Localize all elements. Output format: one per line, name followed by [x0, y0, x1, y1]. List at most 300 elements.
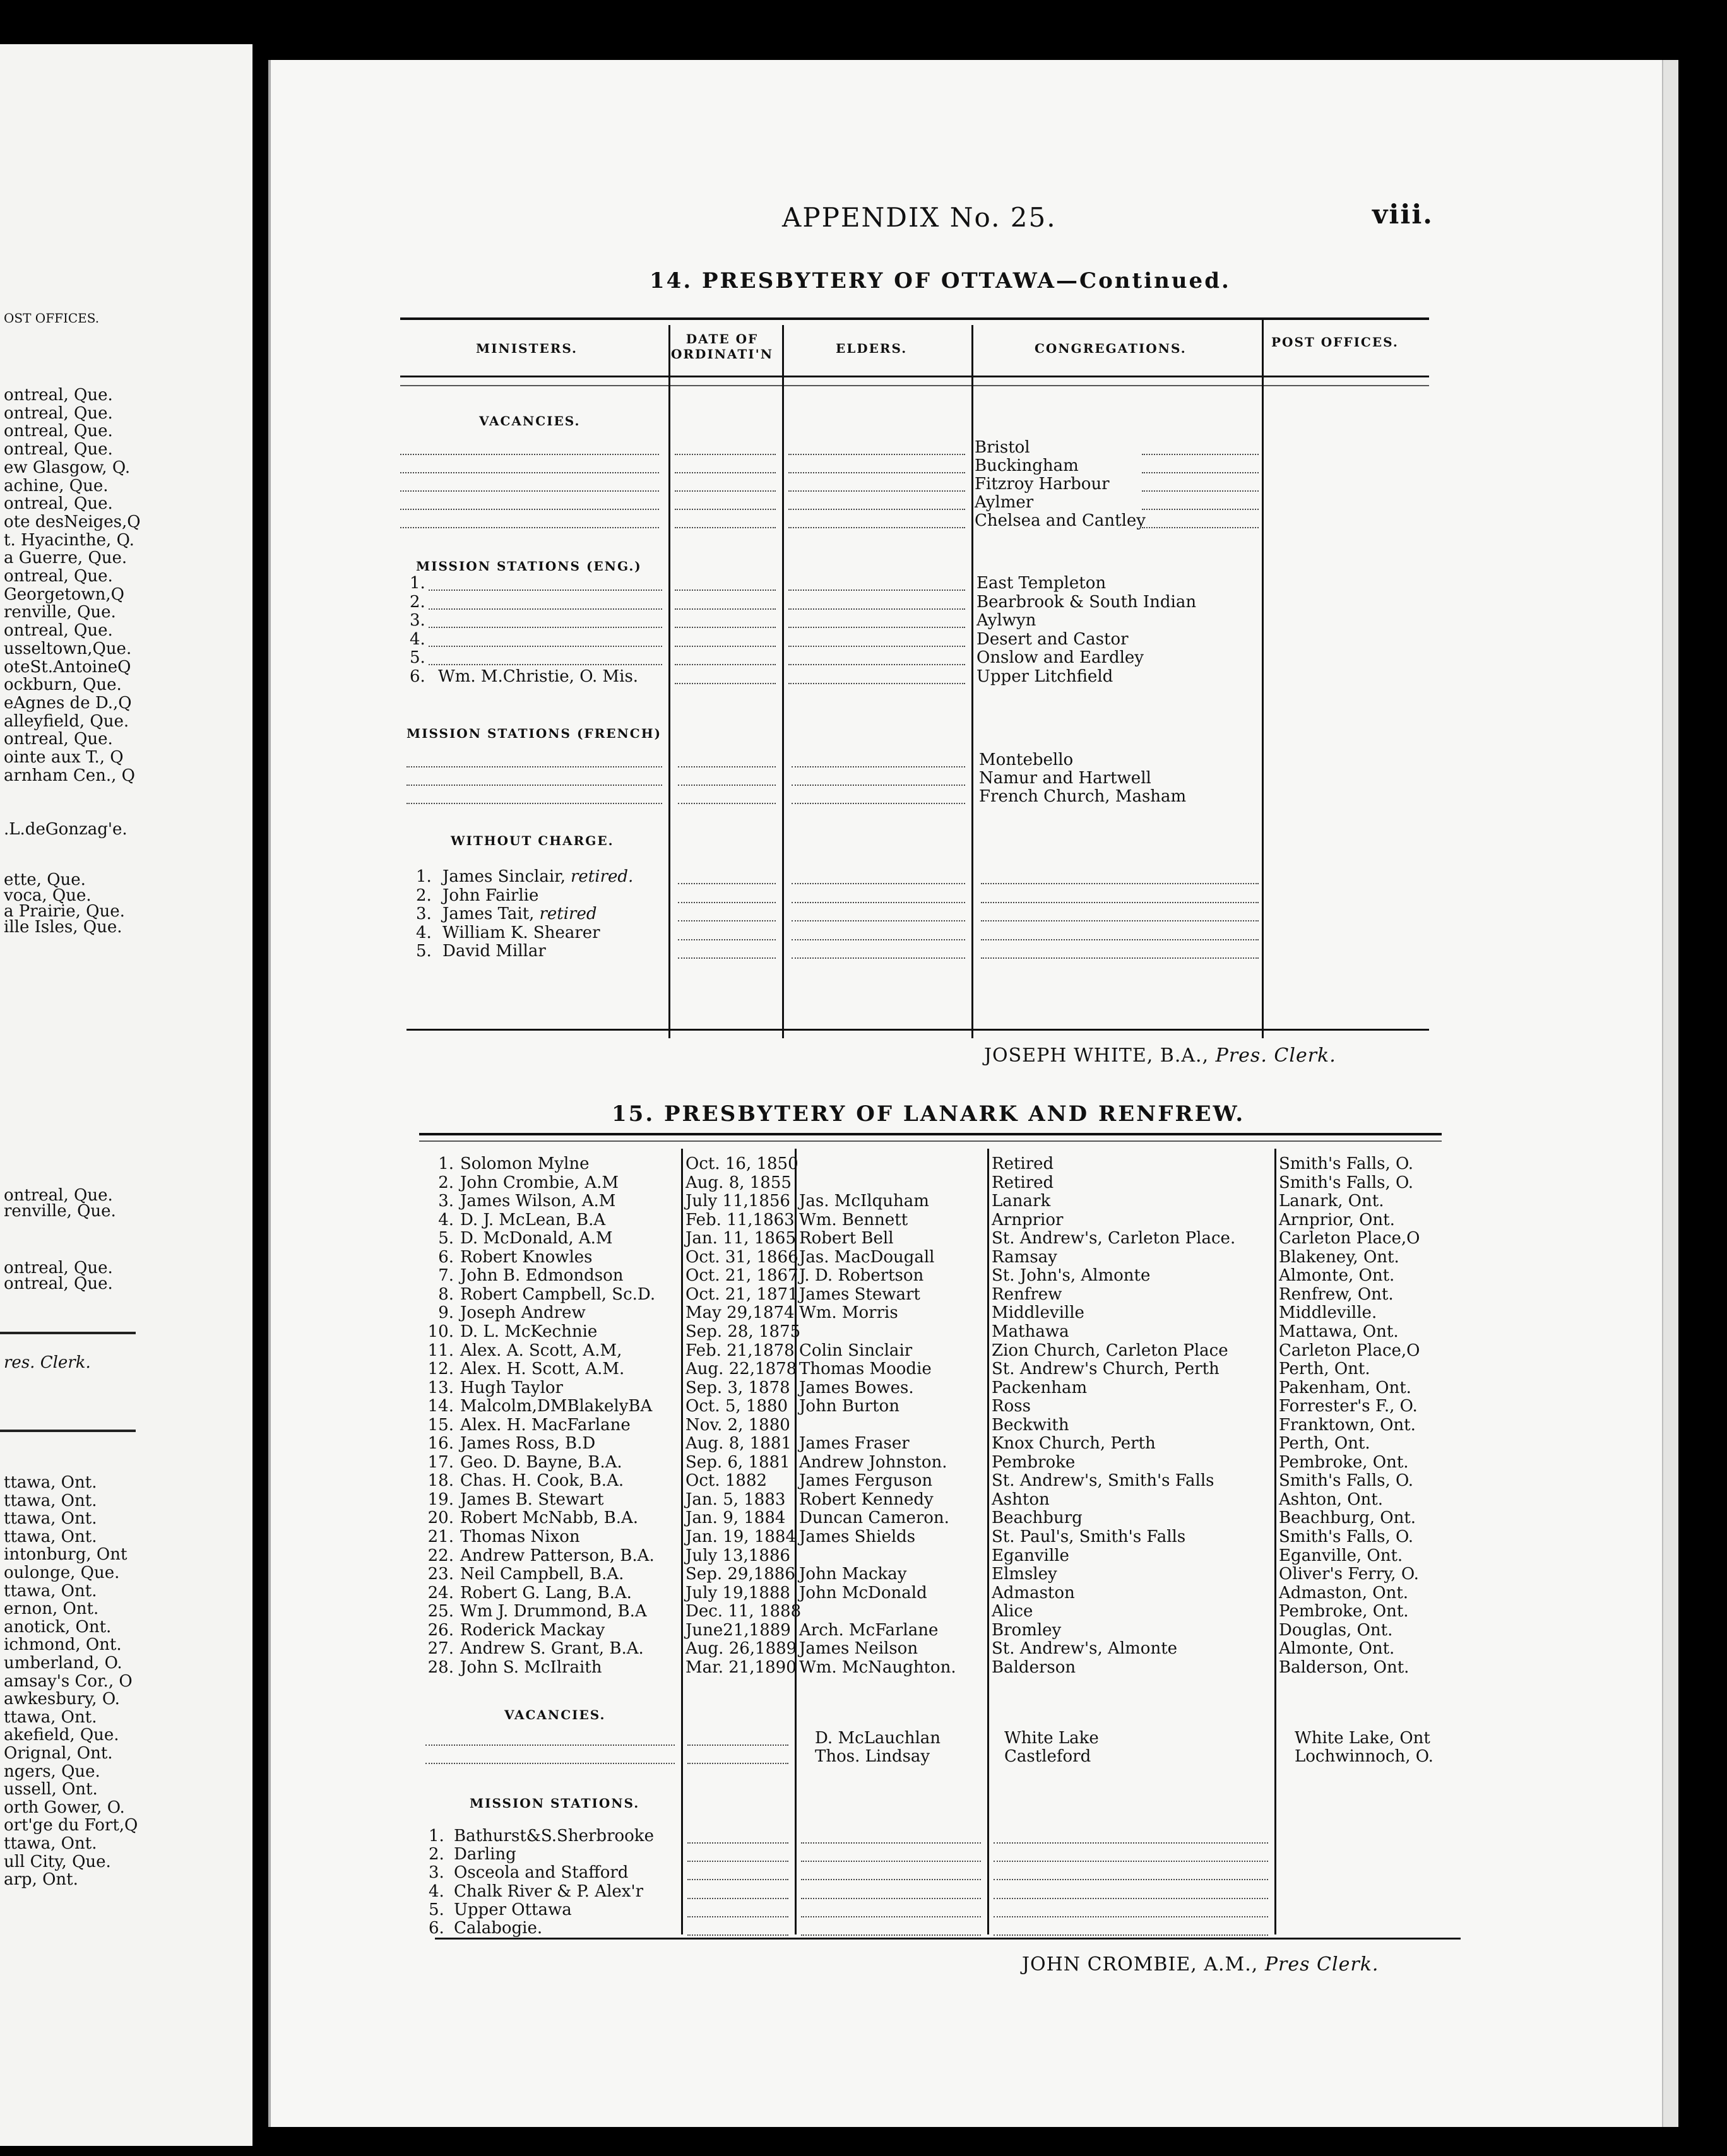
- leader-dots: [400, 490, 659, 492]
- congregation: Elmsley: [992, 1565, 1057, 1584]
- left-page-line: ontreal, Que.: [4, 621, 113, 641]
- leader-dots: [675, 664, 776, 665]
- mission-name: Upper Ottawa: [454, 1900, 572, 1919]
- leader-dots: [788, 608, 965, 610]
- ottawa-fr-congregation: Montebello: [979, 750, 1074, 769]
- minister-number: 16.: [427, 1434, 454, 1454]
- post-office: Smith's Falls, O.: [1279, 1154, 1414, 1173]
- leader-dots: [687, 1763, 788, 1764]
- without-name: James Sinclair,: [442, 867, 566, 886]
- elder-name: John Mackay: [799, 1565, 907, 1584]
- leader-dots: [981, 957, 1259, 959]
- post-office: Pembroke, Ont.: [1279, 1452, 1409, 1472]
- without-name: James Tait,: [442, 904, 535, 923]
- leader-dots: [981, 883, 1259, 884]
- ottawa-clerk-name: JOSEPH WHITE, B.A.,: [984, 1045, 1209, 1067]
- leader-dots: [792, 920, 965, 921]
- mission-name: Darling: [454, 1845, 516, 1864]
- ottawa-bottom-rule: [407, 1029, 1429, 1031]
- mission-number: 1.: [429, 1827, 444, 1845]
- elder-name: Robert Kennedy: [799, 1490, 934, 1509]
- left-page-line: achine, Que.: [4, 476, 109, 495]
- leader-dots: [788, 646, 965, 647]
- post-office: Perth, Ont.: [1279, 1434, 1370, 1454]
- leader-dots: [429, 608, 662, 610]
- left-page-line: ttawa, Ont.: [4, 1834, 97, 1853]
- leader-dots: [678, 939, 776, 940]
- congregation: Packenham: [992, 1378, 1088, 1397]
- leader-dots: [675, 490, 776, 492]
- ottawa-vacancy-congregation: Buckingham: [975, 456, 1079, 475]
- elder-name: James Stewart: [799, 1284, 920, 1304]
- minister-number: 21.: [427, 1527, 454, 1546]
- leader-dots: [425, 1763, 675, 1764]
- ordination-date: Jan. 19, 1884: [685, 1527, 796, 1546]
- congregation: Ramsay: [992, 1247, 1057, 1267]
- lanark-vline-1: [681, 1149, 683, 1934]
- ottawa-eng-number: 2.: [410, 592, 425, 612]
- minister-number: 1.: [438, 1154, 454, 1173]
- minister-name: D. L. McKechnie: [460, 1322, 598, 1341]
- post-office: Lanark, Ont.: [1279, 1192, 1384, 1211]
- ottawa-col-date: DATE OF ORDINATI'N: [670, 331, 774, 362]
- leader-dots: [788, 509, 965, 510]
- appendix-header: APPENDIX No. 25.: [782, 202, 1057, 233]
- ottawa-top-rule: [400, 317, 1429, 320]
- ordination-date: Dec. 11, 1888: [685, 1602, 802, 1621]
- minister-name: James B. Stewart: [460, 1490, 604, 1509]
- left-page-line: umberland, O.: [4, 1654, 122, 1673]
- minister-number: 5.: [438, 1229, 454, 1248]
- post-office: Arnprior, Ont.: [1279, 1210, 1395, 1229]
- leader-dots: [687, 1842, 788, 1844]
- left-page-line: ette, Que.: [4, 870, 86, 889]
- post-office: Forrester's F., O.: [1279, 1397, 1418, 1416]
- congregation: Retired: [992, 1173, 1054, 1192]
- left-page-line: ille Isles, Que.: [4, 918, 122, 937]
- leader-dots: [788, 490, 965, 492]
- leader-dots: [792, 883, 965, 884]
- ordination-date: Oct. 16, 1850: [685, 1154, 798, 1173]
- leader-dots: [788, 589, 965, 591]
- congregation: St. Andrew's, Carleton Place.: [992, 1229, 1236, 1248]
- page-number: viii.: [1372, 199, 1433, 230]
- ottawa-eng-minister: Wm. M.Christie, O. Mis.: [438, 666, 639, 686]
- congregation: Renfrew: [992, 1284, 1062, 1304]
- congregation: Alice: [992, 1602, 1033, 1621]
- left-page-line: OST OFFICES.: [4, 311, 100, 326]
- ordination-date: May 29,1874: [685, 1303, 795, 1323]
- mission-number: 6.: [429, 1919, 444, 1938]
- ottawa-head-rule: [400, 376, 1429, 377]
- congregation: Knox Church, Perth: [992, 1434, 1156, 1454]
- without-number: 5.: [416, 942, 432, 961]
- ottawa-title: 14. PRESBYTERY OF OTTAWA—Continued.: [650, 268, 1231, 293]
- leader-dots: [792, 803, 965, 804]
- ordination-date: Sep. 3, 1878: [685, 1378, 790, 1397]
- post-office: Pakenham, Ont.: [1279, 1378, 1411, 1397]
- left-page-line: a Guerre, Que.: [4, 548, 128, 568]
- post-office: Carleton Place,O: [1279, 1341, 1420, 1360]
- ordination-date: July 13,1886: [685, 1546, 790, 1565]
- congregation: Balderson: [992, 1657, 1076, 1677]
- congregation: St. Andrew's, Smith's Falls: [992, 1471, 1214, 1491]
- minister-name: John Crombie, A.M: [460, 1173, 619, 1192]
- without-minister: [442, 868, 633, 886]
- ordination-date: Sep. 28, 1875: [685, 1322, 801, 1341]
- leader-dots: [678, 883, 776, 884]
- leader-dots: [407, 785, 662, 786]
- left-page-line: ontreal, Que.: [4, 403, 113, 423]
- left-page-line: ttawa, Ont.: [4, 1491, 97, 1510]
- congregation: Bromley: [992, 1620, 1062, 1640]
- leader-dots: [788, 627, 965, 628]
- page-edge: [1662, 60, 1678, 2127]
- minister-name: Geo. D. Bayne, B.A.: [460, 1452, 622, 1472]
- minister-name: D. J. McLean, B.A: [460, 1210, 606, 1229]
- minister-number: 3.: [438, 1192, 454, 1211]
- elder-name: James Ferguson: [799, 1471, 933, 1491]
- left-page-line: .L.deGonzag'e.: [4, 820, 128, 839]
- lanark-bottom-rule: [435, 1938, 1461, 1940]
- lanark-clerk-name: JOHN CROMBIE, A.M.,: [1022, 1953, 1259, 1975]
- leader-dots: [801, 1916, 981, 1917]
- ottawa-mission-fr-label: MISSION STATIONS (FRENCH): [407, 726, 662, 741]
- ottawa-eng-congregation: Desert and Castor: [976, 629, 1129, 649]
- lanark-vacancies-label: VACANCIES.: [504, 1707, 606, 1722]
- ottawa-vacancy-congregation: Chelsea and Cantley: [975, 511, 1146, 530]
- ottawa-fr-congregation: French Church, Masham: [979, 787, 1187, 806]
- leader-dots: [801, 1934, 981, 1936]
- congregation: St. John's, Almonte: [992, 1266, 1151, 1286]
- left-page-line: ernon, Ont.: [4, 1599, 99, 1619]
- ottawa-vline-1: [668, 325, 670, 1038]
- minister-number: 17.: [427, 1452, 454, 1472]
- ordination-date: Feb. 21,1878: [685, 1341, 795, 1360]
- leader-dots: [429, 589, 662, 591]
- ordination-date: Sep. 6, 1881: [685, 1452, 790, 1472]
- left-page-line: ttawa, Ont.: [4, 1707, 97, 1727]
- without-number: 3.: [416, 904, 432, 923]
- ottawa-eng-number: 5.: [410, 648, 425, 667]
- without-number: 2.: [416, 886, 432, 905]
- left-page-fragment: [0, 44, 252, 2146]
- ottawa-eng-number: 1.: [410, 574, 425, 593]
- left-page-line: arnham Cen., Q: [4, 766, 135, 785]
- left-page-line: ontreal, Que.: [4, 1259, 113, 1277]
- post-office: Ashton, Ont.: [1279, 1490, 1384, 1509]
- leader-dots: [788, 527, 965, 528]
- leader-dots: [788, 683, 965, 684]
- leader-dots: [788, 454, 965, 455]
- ordination-date: Nov. 2, 1880: [685, 1415, 790, 1435]
- leader-dots: [1142, 472, 1259, 473]
- minister-number: 22.: [427, 1546, 454, 1565]
- minister-number: 14.: [427, 1397, 454, 1416]
- minister-name: Alex. H. MacFarlane: [460, 1415, 631, 1435]
- ottawa-eng-congregation: East Templeton: [976, 574, 1107, 593]
- left-page-line: usseltown,Que.: [4, 639, 132, 658]
- leader-dots: [792, 785, 965, 786]
- leader-dots: [687, 1879, 788, 1880]
- left-page-line: renville, Que.: [4, 603, 116, 622]
- minister-number: 25.: [427, 1602, 454, 1621]
- leader-dots: [1142, 454, 1259, 455]
- left-page-line: ussell, Ont.: [4, 1780, 98, 1799]
- ottawa-clerk-title: Pres. Clerk.: [1215, 1045, 1336, 1067]
- post-office: Eganville, Ont.: [1279, 1546, 1403, 1565]
- leader-dots: [675, 509, 776, 510]
- mission-name: Bathurst&S.Sherbrooke: [454, 1827, 654, 1845]
- elder-name: Robert Bell: [799, 1229, 894, 1248]
- minister-name: Neil Campbell, B.A.: [460, 1565, 624, 1584]
- post-office: Franktown, Ont.: [1279, 1415, 1416, 1435]
- minister-name: John S. McIlraith: [460, 1657, 602, 1677]
- left-page-line: anotick, Ont.: [4, 1617, 112, 1637]
- left-page-line: ontreal, Que.: [4, 1274, 113, 1293]
- ordination-date: Sep. 29,1886: [685, 1565, 795, 1584]
- leader-dots: [400, 472, 659, 473]
- leader-dots: [429, 646, 662, 647]
- left-page-line: a Prairie, Que.: [4, 902, 125, 921]
- congregation: St. Andrew's, Almonte: [992, 1639, 1178, 1659]
- ottawa-eng-congregation: Bearbrook & South Indian: [976, 592, 1197, 612]
- congregation: Admaston: [992, 1583, 1075, 1602]
- left-page-line: ockburn, Que.: [4, 675, 122, 695]
- ordination-date: Jan. 9, 1884: [685, 1508, 786, 1528]
- left-page-line: ort'ge du Fort,Q: [4, 1816, 138, 1835]
- ottawa-vline-4: [1262, 319, 1264, 1038]
- minister-name: Joseph Andrew: [460, 1303, 586, 1323]
- minister-name: Andrew S. Grant, B.A.: [460, 1639, 644, 1659]
- left-page-line: ontreal, Que.: [4, 440, 113, 459]
- without-minister: [442, 905, 596, 923]
- minister-number: 6.: [438, 1247, 454, 1267]
- ordination-date: June21,1889: [685, 1620, 791, 1640]
- lanark-top-rule-thin: [419, 1140, 1442, 1142]
- leader-dots: [981, 902, 1259, 903]
- mission-number: 2.: [429, 1845, 444, 1864]
- leader-dots: [994, 1842, 1268, 1844]
- minister-name: James Ross, B.D: [460, 1434, 596, 1454]
- elder-name: Colin Sinclair: [799, 1341, 913, 1360]
- minister-name: Robert Campbell, Sc.D.: [460, 1284, 656, 1304]
- minister-number: 10.: [427, 1322, 454, 1341]
- lanark-title: 15. PRESBYTERY OF LANARK AND RENFREW.: [612, 1101, 1245, 1127]
- leader-dots: [792, 939, 965, 940]
- leader-dots: [994, 1898, 1268, 1899]
- left-page-line: amsay's Cor., O: [4, 1671, 133, 1691]
- leader-dots: [994, 1934, 1268, 1936]
- post-office: Almonte, Ont.: [1279, 1639, 1395, 1659]
- left-page-line: renville, Que.: [4, 1202, 116, 1221]
- leader-dots: [801, 1898, 981, 1899]
- leader-dots: [407, 803, 662, 804]
- minister-name: Robert Knowles: [460, 1247, 593, 1267]
- elder-name: James Bowes.: [799, 1378, 914, 1397]
- minister-number: 9.: [438, 1303, 454, 1323]
- leader-dots: [675, 589, 776, 591]
- left-page-line: ngers, Que.: [4, 1762, 100, 1781]
- post-office: Smith's Falls, O.: [1279, 1471, 1414, 1491]
- without-name: John Fairlie: [442, 886, 539, 905]
- leader-dots: [400, 454, 659, 455]
- vacancy-elder: Thos. Lindsay: [815, 1747, 930, 1766]
- leader-dots: [429, 627, 662, 628]
- ordination-date: Oct. 5, 1880: [685, 1397, 788, 1416]
- elder-name: Andrew Johnston.: [799, 1452, 947, 1472]
- minister-name: Thomas Nixon: [460, 1527, 580, 1546]
- left-page-line: orth Gower, O.: [4, 1798, 125, 1817]
- leader-dots: [687, 1898, 788, 1899]
- elder-name: John McDonald: [799, 1583, 927, 1602]
- ordination-date: Feb. 11,1863: [685, 1210, 795, 1229]
- minister-number: 23.: [427, 1565, 454, 1584]
- minister-name: Malcolm,DMBlakelyBA: [460, 1397, 653, 1416]
- lanark-vline-3: [987, 1149, 989, 1934]
- elder-name: Wm. Bennett: [799, 1210, 908, 1229]
- post-office: Almonte, Ont.: [1279, 1266, 1395, 1286]
- post-office: Douglas, Ont.: [1279, 1620, 1393, 1640]
- minister-number: 13.: [427, 1378, 454, 1397]
- ottawa-vline-3: [971, 325, 973, 1038]
- congregation: Beckwith: [992, 1415, 1069, 1435]
- ottawa-vacancies-label: VACANCIES.: [479, 413, 581, 429]
- ottawa-eng-congregation: Upper Litchfield: [976, 666, 1113, 686]
- mission-number: 4.: [429, 1881, 444, 1901]
- leader-dots: [675, 454, 776, 455]
- minister-number: 19.: [427, 1490, 454, 1509]
- ottawa-eng-number: 3.: [410, 611, 425, 630]
- elder-name: John Burton: [799, 1397, 899, 1416]
- mission-number: 3.: [429, 1863, 444, 1883]
- ordination-date: Aug. 22,1878: [685, 1359, 797, 1379]
- minister-name: Alex. A. Scott, A.M,: [460, 1341, 622, 1360]
- congregation: Ashton: [992, 1490, 1050, 1509]
- leader-dots: [801, 1842, 981, 1844]
- left-page-line: alleyfield, Que.: [4, 711, 129, 731]
- congregation: Arnprior: [992, 1210, 1064, 1229]
- minister-name: James Wilson, A.M: [460, 1192, 616, 1211]
- post-office: Middleville.: [1279, 1303, 1377, 1323]
- leader-dots: [675, 527, 776, 528]
- congregation: Ross: [992, 1397, 1031, 1416]
- leader-dots: [981, 920, 1259, 921]
- left-page-line: Georgetown,Q: [4, 584, 124, 604]
- leader-dots: [994, 1861, 1268, 1862]
- left-page-line: intonburg, Ont: [4, 1545, 128, 1565]
- leader-dots: [678, 766, 776, 767]
- ottawa-clerk: [984, 1045, 1336, 1067]
- minister-number: 7.: [438, 1266, 454, 1286]
- left-page-line: ontreal, Que.: [4, 1186, 113, 1205]
- elder-name: Wm. McNaughton.: [799, 1657, 956, 1677]
- post-office: Smith's Falls, O.: [1279, 1527, 1414, 1546]
- ordination-date: July 11,1856: [685, 1192, 790, 1211]
- congregation: Eganville: [992, 1546, 1069, 1565]
- minister-name: Hugh Taylor: [460, 1378, 563, 1397]
- left-page-line: ttawa, Ont.: [4, 1509, 97, 1529]
- vacancy-congregation: Castleford: [1004, 1747, 1091, 1766]
- ottawa-col-congregations: CONGREGATIONS.: [1035, 341, 1187, 356]
- congregation: Middleville: [992, 1303, 1084, 1323]
- left-page-line: ontreal, Que.: [4, 386, 113, 405]
- leader-dots: [687, 1744, 788, 1746]
- leader-dots: [407, 766, 662, 767]
- vacancy-post-office: Lochwinnoch, O.: [1295, 1747, 1433, 1766]
- left-page-line: ontreal, Que.: [4, 422, 113, 441]
- left-page-line: ttawa, Ont.: [4, 1581, 97, 1601]
- post-office: Renfrew, Ont.: [1279, 1284, 1394, 1304]
- congregation: Retired: [992, 1154, 1054, 1173]
- ordination-date: Jan. 5, 1883: [685, 1490, 786, 1509]
- elder-name: James Neilson: [799, 1639, 918, 1659]
- leader-dots: [687, 1934, 788, 1936]
- left-page-line: akefield, Que.: [4, 1726, 119, 1745]
- left-page-line: ontreal, Que.: [4, 567, 113, 586]
- elder-name: Duncan Cameron.: [799, 1508, 949, 1528]
- without-minister: [442, 924, 605, 942]
- ottawa-eng-number: 6.: [410, 666, 425, 686]
- elder-name: Jas. MacDougall: [799, 1247, 935, 1267]
- minister-name: Solomon Mylne: [460, 1154, 590, 1173]
- ottawa-vacancy-congregation: Aylmer: [975, 493, 1034, 512]
- left-page-line: ontreal, Que.: [4, 730, 113, 749]
- ordination-date: Oct. 31, 1866: [685, 1247, 798, 1267]
- congregation: Lanark: [992, 1192, 1051, 1211]
- left-page-line: ontreal, Que.: [4, 494, 113, 514]
- left-page-line: ttawa, Ont.: [4, 1473, 97, 1492]
- left-page-line: ttawa, Ont.: [4, 1527, 97, 1546]
- minister-name: Roderick Mackay: [460, 1620, 605, 1640]
- leader-dots: [1142, 509, 1259, 510]
- minister-number: 24.: [427, 1583, 454, 1602]
- mission-number: 5.: [429, 1900, 444, 1919]
- ottawa-mission-eng-label: MISSION STATIONS (ENG.): [416, 559, 642, 574]
- minister-name: Alex. H. Scott, A.M.: [460, 1359, 625, 1379]
- leader-dots: [792, 902, 965, 903]
- mission-name: Osceola and Stafford: [454, 1863, 629, 1883]
- elder-name: James Fraser: [799, 1434, 910, 1454]
- post-office: Smith's Falls, O.: [1279, 1173, 1414, 1192]
- minister-name: Robert McNabb, B.A.: [460, 1508, 639, 1528]
- ottawa-vacancy-congregation: Fitzroy Harbour: [975, 475, 1110, 494]
- minister-number: 2.: [438, 1173, 454, 1192]
- left-page-line: Orignal, Ont.: [4, 1744, 113, 1763]
- left-page-line: res. Clerk.: [4, 1353, 91, 1372]
- minister-number: 15.: [427, 1415, 454, 1435]
- ordination-date: Aug. 8, 1881: [685, 1434, 792, 1454]
- left-page-line: oulonge, Que.: [4, 1563, 120, 1582]
- ottawa-vacancy-congregation: Bristol: [975, 438, 1030, 457]
- ottawa-head-rule-thin: [400, 385, 1429, 386]
- ordination-date: Jan. 11, 1865: [685, 1229, 796, 1248]
- ordination-date: Aug. 26,1889: [685, 1639, 797, 1659]
- lanark-top-rule: [419, 1133, 1442, 1135]
- post-office: Pembroke, Ont.: [1279, 1602, 1409, 1621]
- left-page-line: t. Hyacinthe, Q.: [4, 530, 134, 550]
- congregation: Pembroke: [992, 1452, 1076, 1472]
- post-office: Mattawa, Ont.: [1279, 1322, 1399, 1341]
- leader-dots: [678, 957, 776, 959]
- minister-number: 4.: [438, 1210, 454, 1229]
- minister-name: John B. Edmondson: [460, 1266, 624, 1286]
- minister-name: Andrew Patterson, B.A.: [460, 1546, 655, 1565]
- post-office: Oliver's Ferry, O.: [1279, 1565, 1419, 1584]
- ordination-date: Oct. 21, 1867: [685, 1266, 798, 1286]
- elder-name: Thomas Moodie: [799, 1359, 932, 1379]
- congregation: St. Andrew's Church, Perth: [992, 1359, 1220, 1379]
